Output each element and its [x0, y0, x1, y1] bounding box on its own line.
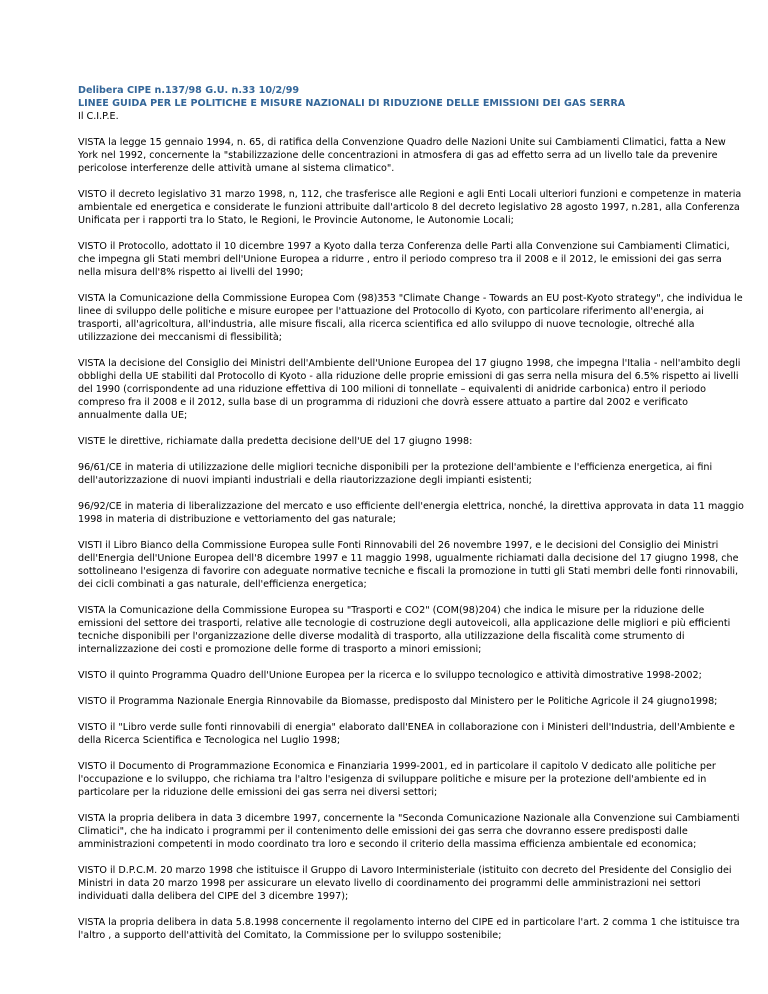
paragraph: VISTA la Comunicazione della Commissione Europea Com (98)353 "Climate Change - Towards an EU post-Kyoto strategy", che individua le linee di sviluppo delle politiche e misure europee per l'attuazione del Protocollo di Kyoto, con particolare riferimento all'energia, ai trasporti, all'agricoltura, all'industria, alle misure fiscali, alla ricerca scientifica ed allo sviluppo di nuove tecnologie, oltreché alla utilizzazione dei meccanismi di flessibilità; — [78, 293, 743, 343]
paragraph: VISTA la decisione del Consiglio dei Ministri dell'Ambiente dell'Unione Europea del 17 giugno 1998, che impegna l'Italia - nell'ambito degli obblighi della UE stabiliti dal Protocollo di Kyoto - alla riduzione delle proprie emissioni di gas serra nella misura del 6.5% rispetto ai livelli del 1990 (corrispondente ad una riduzione effettiva di 100 milioni di tonnellate – equivalenti di anidride carbonica) entro il periodo compreso fra il 2008 e il 2012, sulla base di un programma di riduzioni che dovrà essere attuato a partire dal 2002 e verificato annualmente dalla UE; — [78, 358, 741, 421]
paragraph: VISTO il Documento di Programmazione Economica e Finanziaria 1999-2001, ed in particolare il capitolo V dedicato alle politiche per l'occupazione e lo sviluppo, che richiama tra l'altro l'esigenza di sviluppare politiche e misure per la protezione dell'ambiente ed in particolare per la riduzione delle emissioni dei gas serra nei diversi settori; — [78, 761, 716, 798]
paragraph: VISTA la Comunicazione della Commissione Europea su "Trasporti e CO2" (COM(98)204) che indica le misure per la riduzione delle emissioni del settore dei trasporti, relative alle tecnologie di costruzione degli autoveicoli, alla applicazione delle migliori e più efficienti tecniche disponibili per l'organizzazione delle diverse modalità di trasporto, alla utilizzazione della fiscalità come strumento di internalizzazione dei costi e promozione delle forme di trasporto a minori emissioni; — [78, 605, 731, 655]
paragraph: VISTA la propria delibera in data 5.8.1998 concernente il regolamento interno del CIPE ed in particolare l'art. 2 comma 1 che istituisce tra l'altro , a supporto dell'attività del Comitato, la Commissione per lo sviluppo sostenibile; — [78, 917, 740, 941]
paragraph: 96/92/CE in materia di liberalizzazione del mercato e uso efficiente dell'energia elettrica, nonché, la direttiva approvata in data 11 maggio 1998 in materia di distribuzione e vettoriamento del gas naturale; — [78, 501, 744, 525]
paragraph: VISTO il Programma Nazionale Energia Rinnovabile da Biomasse, predisposto dal Ministero per le Politiche Agricole il 24 giugno1998; — [78, 696, 718, 707]
document-body — [78, 136, 746, 942]
paragraph: VISTI il Libro Bianco della Commissione Europea sulle Fonti Rinnovabili del 26 novembre 1997, e le decisioni del Consiglio dei Ministri dell'Energia dell'Unione Europea dell'8 dicembre 1997 e 11 maggio 1998, ugualmente richiamati dalla decisione del 17 giugno 1998, che sottolineano l'esigenza di favorire con adeguate normative tecniche e fiscali la promozione in tutti gli Stati membri delle fonti rinnovabili, dei cicli combinati a gas naturale, dell'efficienza energetica; — [78, 540, 739, 590]
document-subtitle: LINEE GUIDA PER LE POLITICHE E MISURE NAZIONALI DI RIDUZIONE DELLE EMISSIONI DEI GAS SERRA — [78, 98, 626, 109]
document-title: Delibera CIPE n.137/98 G.U. n.33 10/2/99 — [78, 85, 300, 96]
document-header — [78, 84, 746, 123]
paragraph: VISTO il D.P.C.M. 20 marzo 1998 che istituisce il Gruppo di Lavoro Interministeriale (istituito con decreto del Presidente del Consiglio dei Ministri in data 20 marzo 1998 per assicurare un elevato livello di coordinamento dei programmi delle amministrazioni nei settori individuati dalla delibera del CIPE del 3 dicembre 1997); — [78, 865, 732, 902]
paragraph: VISTA la legge 15 gennaio 1994, n. 65, di ratifica della Convenzione Quadro delle Nazioni Unite sui Cambiamenti Climatici, fatta a New York nel 1992, concernente la "stabilizzazione delle concentrazioni in atmosfera di gas ad effetto serra ad un livello tale da prevenire pericolose interferenze delle attività umane al sistema climatico". — [78, 137, 726, 174]
paragraph: VISTE le direttive, richiamate dalla predetta decisione dell'UE del 17 giugno 1998: — [78, 436, 473, 447]
paragraph: VISTO il quinto Programma Quadro dell'Unione Europea per la ricerca e lo sviluppo tecnologico e attività dimostrative 1998-2002; — [78, 670, 702, 681]
document-issuer: Il C.I.P.E. — [78, 111, 119, 122]
paragraph: 96/61/CE in materia di utilizzazione delle migliori tecniche disponibili per la protezione dell'ambiente e l'efficienza energetica, ai fini dell'autorizzazione di nuovi impianti industriali e della riautorizzazione degli impianti esistenti; — [78, 462, 713, 486]
paragraph: VISTA la propria delibera in data 3 dicembre 1997, concernente la "Seconda Comunicazione Nazionale alla Convenzione sui Cambiamenti Climatici", che ha indicato i programmi per il contenimento delle emissioni dei gas serra che dovranno essere predisposti dalle amministrazioni competenti in modo coordinato tra loro e secondo il criterio della massima efficienza ambientale ed economica; — [78, 813, 740, 850]
paragraph: VISTO il Protocollo, adottato il 10 dicembre 1997 a Kyoto dalla terza Conferenza delle Parti alla Convenzione sui Cambiamenti Climatici, che impegna gli Stati membri dell'Unione Europea a ridurre , entro il periodo compreso tra il 2008 e il 2012, le emissioni dei gas serra nella misura dell'8% rispetto ai livelli del 1990; — [78, 241, 730, 278]
paragraph: VISTO il "Libro verde sulle fonti rinnovabili di energia" elaborato dall'ENEA in collaborazione con i Ministeri dell'Industria, dell'Ambiente e della Ricerca Scientifica e Tecnologica nel Luglio 1998; — [78, 722, 735, 746]
paragraph: VISTO il decreto legislativo 31 marzo 1998, n, 112, che trasferisce alle Regioni e agli Enti Locali ulteriori funzioni e competenze in materia ambientale ed energetica e considerate le funzioni attribuite dall'articolo 8 del decreto legislativo 28 agosto 1997, n.281, alla Conferenza Unificata per i rapporti tra lo Stato, le Regioni, le Provincie Autonome, le Autonomie Locali; — [78, 189, 742, 226]
